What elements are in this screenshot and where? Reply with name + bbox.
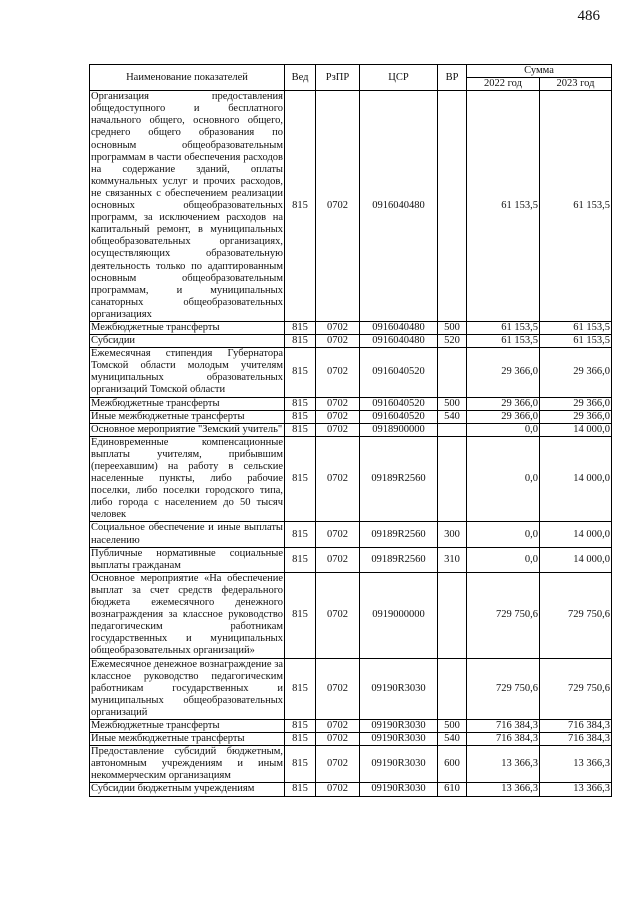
cell-vr: 500 <box>438 719 467 732</box>
cell-y2023: 13 366,3 <box>540 746 612 783</box>
cell-vr: 540 <box>438 733 467 746</box>
cell-vr <box>438 572 467 658</box>
cell-csr: 09190R3030 <box>360 719 438 732</box>
cell-rzpr: 0702 <box>316 547 360 572</box>
cell-ved: 815 <box>285 733 316 746</box>
cell-name: Межбюджетные трансферты <box>90 719 285 732</box>
table-row <box>90 410 612 423</box>
cell-ved: 815 <box>285 783 316 796</box>
cell-name: Предоставление субсидий бюджетным, автономным учреждениям и иным некоммерческим организациям <box>91 746 283 782</box>
cell-csr: 0916040480 <box>360 335 438 348</box>
cell-y2023: 29 366,0 <box>540 410 612 423</box>
cell-csr: 09190R3030 <box>360 658 438 719</box>
cell-rzpr: 0702 <box>316 746 360 783</box>
cell-y2022: 0,0 <box>467 436 540 522</box>
cell-y2022: 0,0 <box>467 423 540 436</box>
cell-y2022: 29 366,0 <box>467 397 540 410</box>
cell-y2023: 29 366,0 <box>540 348 612 397</box>
cell-y2023: 14 000,0 <box>540 423 612 436</box>
cell-y2022: 0,0 <box>467 522 540 547</box>
cell-y2023: 729 750,6 <box>540 572 612 658</box>
table-row <box>90 733 612 746</box>
table-row <box>90 423 612 436</box>
cell-csr: 09190R3030 <box>360 746 438 783</box>
header-year-2022: 2022 год <box>467 78 540 91</box>
cell-csr: 09189R2560 <box>360 436 438 522</box>
cell-ved: 815 <box>285 436 316 522</box>
cell-name: Иные межбюджетные трансферты <box>90 410 285 423</box>
header-ved: Вед <box>285 65 316 91</box>
table-row <box>90 547 612 572</box>
cell-ved: 815 <box>285 572 316 658</box>
cell-ved: 815 <box>285 91 316 322</box>
cell-vr: 300 <box>438 522 467 547</box>
cell-csr: 0916040480 <box>360 91 438 322</box>
table-row <box>90 746 612 783</box>
cell-ved: 815 <box>285 746 316 783</box>
cell-csr: 09189R2560 <box>360 547 438 572</box>
cell-y2023: 14 000,0 <box>540 522 612 547</box>
cell-rzpr: 0702 <box>316 91 360 322</box>
table-row <box>90 522 612 547</box>
cell-rzpr: 0702 <box>316 522 360 547</box>
cell-csr: 09190R3030 <box>360 783 438 796</box>
table-row <box>90 321 612 334</box>
cell-ved: 815 <box>285 522 316 547</box>
cell-y2022: 729 750,6 <box>467 572 540 658</box>
cell-y2023: 716 384,3 <box>540 733 612 746</box>
cell-csr: 0916040480 <box>360 321 438 334</box>
cell-rzpr: 0702 <box>316 397 360 410</box>
cell-csr: 0918900000 <box>360 423 438 436</box>
cell-rzpr: 0702 <box>316 719 360 732</box>
cell-ved: 815 <box>285 658 316 719</box>
cell-csr: 0916040520 <box>360 348 438 397</box>
cell-rzpr: 0702 <box>316 572 360 658</box>
cell-vr: 540 <box>438 410 467 423</box>
cell-vr: 600 <box>438 746 467 783</box>
cell-vr: 500 <box>438 321 467 334</box>
cell-y2022: 29 366,0 <box>467 410 540 423</box>
cell-y2023: 61 153,5 <box>540 91 612 322</box>
cell-y2022: 716 384,3 <box>467 733 540 746</box>
cell-vr: 500 <box>438 397 467 410</box>
header-csr: ЦСР <box>360 65 438 91</box>
cell-vr <box>438 423 467 436</box>
table-row <box>90 719 612 732</box>
cell-ved: 815 <box>285 321 316 334</box>
cell-y2023: 716 384,3 <box>540 719 612 732</box>
cell-y2023: 29 366,0 <box>540 397 612 410</box>
cell-rzpr: 0702 <box>316 410 360 423</box>
cell-vr: 610 <box>438 783 467 796</box>
cell-y2022: 0,0 <box>467 547 540 572</box>
table-row <box>90 335 612 348</box>
cell-ved: 815 <box>285 410 316 423</box>
cell-y2023: 13 366,3 <box>540 783 612 796</box>
cell-csr: 0919000000 <box>360 572 438 658</box>
cell-vr <box>438 348 467 397</box>
cell-y2023: 729 750,6 <box>540 658 612 719</box>
table-row <box>90 572 612 658</box>
cell-y2023: 61 153,5 <box>540 321 612 334</box>
cell-vr <box>438 658 467 719</box>
cell-y2023: 14 000,0 <box>540 547 612 572</box>
header-name: Наименование показателей <box>90 65 285 91</box>
cell-y2022: 729 750,6 <box>467 658 540 719</box>
cell-name: Субсидии бюджетным учреждениям <box>90 783 285 796</box>
cell-y2023: 14 000,0 <box>540 436 612 522</box>
cell-y2023: 61 153,5 <box>540 335 612 348</box>
cell-vr: 520 <box>438 335 467 348</box>
cell-name: Основное мероприятие «На обеспечение выплат за счет средств федерального бюджета ежемесячного денежного вознаграждения за классное руководство педагогическим работникам государственных и муниципальных общеобразовательных организаций» <box>91 572 283 657</box>
cell-name: Межбюджетные трансферты <box>90 321 285 334</box>
cell-rzpr: 0702 <box>316 783 360 796</box>
cell-name: Ежемесячное денежное вознаграждение за классное руководство педагогическим работникам государственных и муниципальных общеобразовательных организаций <box>91 658 283 718</box>
cell-rzpr: 0702 <box>316 436 360 522</box>
cell-ved: 815 <box>285 348 316 397</box>
cell-y2022: 716 384,3 <box>467 719 540 732</box>
cell-y2022: 61 153,5 <box>467 335 540 348</box>
cell-vr <box>438 436 467 522</box>
cell-vr <box>438 91 467 322</box>
cell-name: Организация предоставления общедоступного и бесплатного начального общего, основного общего, среднего общего образования по основным общеобразовательным программам в части обеспечения расходов на содержание зданий, оплаты коммунальных услуг и прочих расходов, не связанных с обеспечением реализации основных общеобразовательных программ, за исключением расходов на капитальный ремонт, в муниципальных общеобразовательных организациях, осуществляющих образовательную деятельность только по адаптированным основным общеобразовательным программам, и муниципальных санаторных общеобразовательных организациях <box>91 91 283 320</box>
cell-vr: 310 <box>438 547 467 572</box>
cell-y2022: 61 153,5 <box>467 321 540 334</box>
header-sum: Сумма <box>467 65 612 78</box>
cell-csr: 09190R3030 <box>360 733 438 746</box>
cell-name: Межбюджетные трансферты <box>90 397 285 410</box>
cell-ved: 815 <box>285 397 316 410</box>
cell-rzpr: 0702 <box>316 733 360 746</box>
budget-table <box>89 64 612 797</box>
cell-rzpr: 0702 <box>316 321 360 334</box>
cell-name: Единовременные компенсационные выплаты учителям, прибывшим (переехавшим) на работу в сельские населенные пункты, либо рабочие поселки, либо поселки городского типа, либо города с населением до 50 тысяч человек <box>91 436 283 521</box>
cell-ved: 815 <box>285 719 316 732</box>
cell-y2022: 13 366,3 <box>467 746 540 783</box>
table-row <box>90 91 612 322</box>
cell-rzpr: 0702 <box>316 335 360 348</box>
table-row <box>90 348 612 397</box>
cell-ved: 815 <box>285 423 316 436</box>
table-row <box>90 436 612 522</box>
cell-rzpr: 0702 <box>316 423 360 436</box>
cell-y2022: 29 366,0 <box>467 348 540 397</box>
cell-name: Субсидии <box>90 335 285 348</box>
page-number: 486 <box>577 8 600 24</box>
cell-name: Социальное обеспечение и иные выплаты населению <box>91 522 283 546</box>
cell-rzpr: 0702 <box>316 348 360 397</box>
table-row <box>90 658 612 719</box>
cell-rzpr: 0702 <box>316 658 360 719</box>
table-row <box>90 397 612 410</box>
cell-ved: 815 <box>285 335 316 348</box>
header-rzpr: РзПР <box>316 65 360 91</box>
header-year-2023: 2023 год <box>540 78 612 91</box>
cell-csr: 09189R2560 <box>360 522 438 547</box>
cell-y2022: 13 366,3 <box>467 783 540 796</box>
cell-ved: 815 <box>285 547 316 572</box>
cell-name: Основное мероприятие "Земский учитель" <box>90 423 285 436</box>
table-body <box>90 91 612 796</box>
cell-csr: 0916040520 <box>360 410 438 423</box>
cell-name: Иные межбюджетные трансферты <box>90 733 285 746</box>
cell-csr: 0916040520 <box>360 397 438 410</box>
header-vr: ВР <box>438 65 467 91</box>
table-row <box>90 783 612 796</box>
cell-name: Ежемесячная стипендия Губернатора Томской области молодым учителям муниципальных образовательных организаций Томской области <box>91 348 283 396</box>
cell-name: Публичные нормативные социальные выплаты гражданам <box>91 547 283 571</box>
cell-y2022: 61 153,5 <box>467 91 540 322</box>
